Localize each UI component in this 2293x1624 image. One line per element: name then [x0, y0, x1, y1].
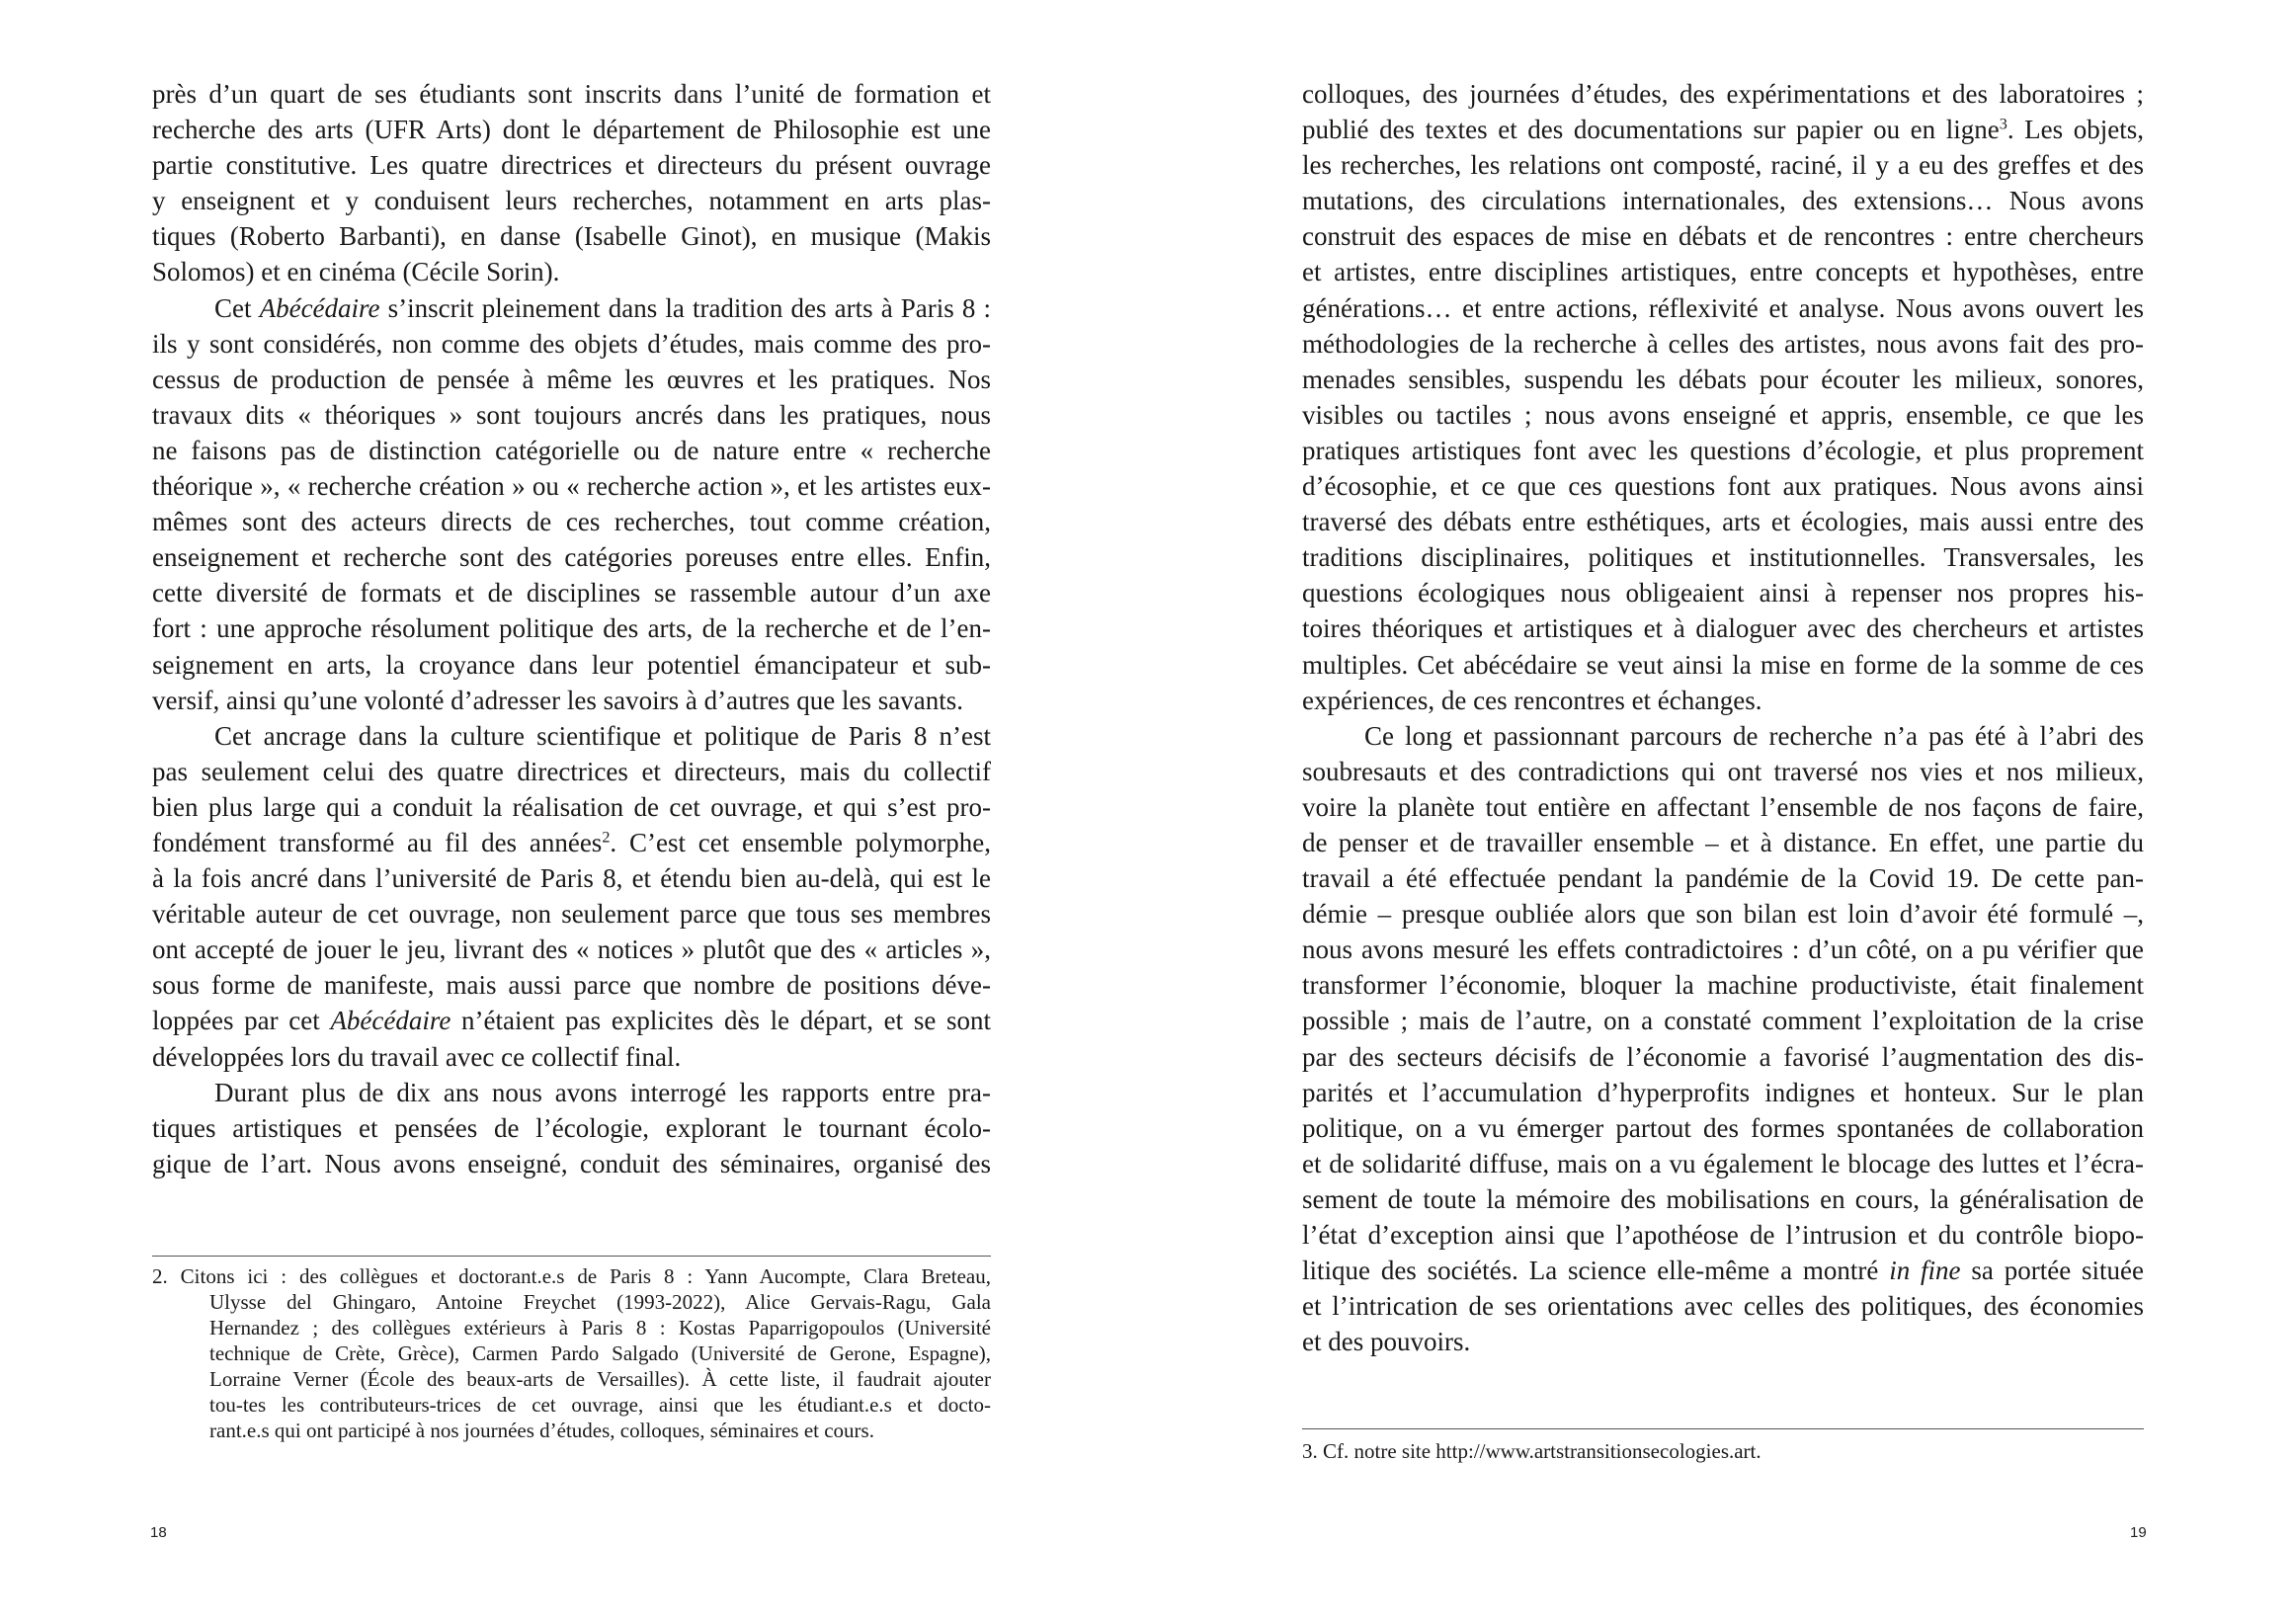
text-line: enseignement et recherche sont des catégories poreuses entre elles. Enfin, [152, 542, 991, 573]
right-page [1146, 0, 2293, 1624]
italic-title: Abécédaire [330, 1006, 451, 1036]
text-line: tiques artistiques et pensées de l’écologie, explorant le tournant écolo- [152, 1112, 991, 1143]
paragraph [1302, 718, 2144, 1360]
paragraph [152, 290, 991, 718]
text-line: y enseignent et y conduisent leurs recherches, notamment en arts plas- [152, 186, 991, 216]
text-line: démie – presque oubliée alors que son bilan est loin d’avoir été formulé –, [1302, 899, 2144, 930]
footnote-line: Lorraine Verner (École des beaux-arts de Versailles). À cette liste, il faudrait ajouter [209, 1367, 991, 1391]
text-line: mêmes sont des acteurs directs de ces recherches, tout comme création, [152, 507, 991, 537]
text-line: véritable auteur de cet ouvrage, non seulement parce que tous ses membres [152, 899, 991, 930]
text-line: Ce long et passionnant parcours de recherche n’a pas été à l’abri des [1364, 720, 2144, 751]
text-line: sement de toute la mémoire des mobilisations en cours, la généralisation de [1302, 1183, 2144, 1214]
text-line: expériences, de ces rencontres et échanges. [1302, 685, 1762, 715]
footnote-line: rant.e.s qui ont participé à nos journées d’études, colloques, séminaires et cours. [209, 1419, 874, 1442]
text-line: colloques, des journées d’études, des expérimentations et des laboratoires ; [1302, 79, 2144, 109]
text-line: construit des espaces de mise en débats et de rencontres : entre chercheurs [1302, 221, 2144, 252]
text-line: fort : une approche résolument politique des arts, de la recherche et de l’en- [152, 613, 991, 644]
text-line: méthodologies de la recherche à celles des artistes, nous avons fait des pro- [1302, 328, 2144, 359]
text-line: politique, on a vu émerger partout des formes spontanées de collaboration [1302, 1112, 2144, 1143]
text-line: ne faisons pas de distinction catégorielle ou de nature entre « recherche [152, 435, 991, 465]
text-line: traversé des débats entre esthétiques, arts et écologies, mais aussi entre des [1302, 507, 2144, 537]
text-line: publié des textes et des documentations sur papier ou en ligne$^3$. Les objets, [1302, 115, 2145, 145]
footnote-line: 2. Citons ici : des collègues et doctorant.e.s de Paris 8 : Yann Aucompte, Clara Breteau, [152, 1264, 991, 1288]
footnote-separator [152, 1256, 991, 1257]
right-footnotes [1302, 1438, 2144, 1464]
footnote-line[interactable]: 3. Cf. notre site http://www.artstransitionsecologies.art. [1302, 1439, 1761, 1463]
footnote [1302, 1438, 2144, 1464]
footnote-line: Hernandez ; des collègues extérieurs à Paris 8 : Kostas Paparrigopoulos (Université [209, 1316, 991, 1340]
text-line: recherche des arts (UFR Arts) dont le département de Philosophie est une [152, 115, 991, 145]
italic-title: Abécédaire [259, 292, 380, 323]
text-line: bien plus large qui a conduit la réalisation de cet ouvrage, et qui s’est pro- [152, 791, 991, 822]
footnote-line: tou-tes les contributeurs-trices de cet ouvrage, ainsi que les étudiant.e.s et docto- [209, 1393, 991, 1417]
text-line: seignement en arts, la croyance dans leur potentiel émancipateur et sub- [152, 649, 991, 680]
text-line: tiques (Roberto Barbanti), en danse (Isabelle Ginot), en musique (Makis [152, 221, 991, 252]
text-line: parités et l’accumulation d’hyperprofits indignes et honteux. Sur le plan [1302, 1077, 2144, 1107]
right-body-text [1302, 76, 2144, 1359]
text-line: nous avons mesuré les effets contradictoires : d’un côté, on a pu vérifier que [1302, 934, 2144, 965]
text-line: mutations, des circulations internationales, des extensions… Nous avons [1302, 186, 2144, 216]
text-line: soubresauts et des contradictions qui ont traversé nos vies et nos milieux, [1302, 756, 2144, 786]
text-line: Durant plus de dix ans nous avons interrogé les rapports entre pra- [214, 1077, 991, 1107]
text-line: sous forme de manifeste, mais aussi parce que nombre de positions déve- [152, 970, 991, 1001]
left-footnotes [152, 1263, 991, 1443]
paragraph [1302, 76, 2144, 718]
text-line: et artistes, entre disciplines artistiques, entre concepts et hypothèses, entre [1302, 257, 2144, 287]
footnote-line: Ulysse del Ghingaro, Antoine Freychet (1993-2022), Alice Gervais-Ragu, Gala [209, 1290, 991, 1314]
text-line: travaux dits « théoriques » sont toujours ancrés dans les pratiques, nous [152, 399, 991, 430]
text-line: générations… et entre actions, réflexivité et analyse. Nous avons ouvert les [1302, 292, 2144, 323]
text-line: développées lors du travail avec ce collectif final. [152, 1041, 682, 1072]
paragraph [152, 718, 991, 1075]
text-line: travail a été effectuée pendant la pandémie de la Covid 19. De cette pan- [1302, 863, 2144, 894]
text-line: loppées par cet Abécédaire n’étaient pas explicites dès le départ, et se sont [152, 1006, 991, 1036]
text-line: près d’un quart de ses étudiants sont inscrits dans l’unité de formation et [152, 79, 991, 109]
text-line: l’état d’exception ainsi que l’apothéose de l’intrusion et du contrôle biopo- [1302, 1220, 2144, 1250]
text-line: multiples. Cet abécédaire se veut ainsi la mise en forme de la somme de ces [1302, 649, 2144, 680]
text-line: théorique », « recherche création » ou « recherche action », et les artistes eux- [152, 471, 991, 502]
text-line: de penser et de travailler ensemble – et à distance. En effet, une partie du [1302, 827, 2144, 857]
text-line: possible ; mais de l’autre, on a constaté comment l’exploitation de la crise [1302, 1006, 2144, 1036]
text-line: d’écosophie, et ce que ces questions font aux pratiques. Nous avons ainsi [1302, 471, 2144, 502]
page-number: 18 [150, 1524, 167, 1541]
text-line: et l’intrication de ses orientations avec celles des politiques, des économies [1302, 1291, 2144, 1322]
text-line: litique des sociétés. La science elle-même a montré in fine sa portée située [1302, 1256, 2144, 1286]
text-line: toires théoriques et artistiques et à dialoguer avec des chercheurs et artistes [1302, 613, 2144, 644]
text-line: traditions disciplinaires, politiques et institutionnelles. Transversales, les [1302, 542, 2144, 573]
text-line: partie constitutive. Les quatre directrices et directeurs du présent ouvrage [152, 150, 991, 181]
page-number: 19 [2130, 1524, 2147, 1541]
text-line: à la fois ancré dans l’université de Paris 8, et étendu bien au-delà, qui est le [152, 863, 991, 894]
text-line: visibles ou tactiles ; nous avons enseigné et appris, ensemble, ce que les [1302, 399, 2144, 430]
italic-title: in fine [1889, 1256, 1961, 1286]
footnote-reference[interactable]: 3 [1999, 115, 2007, 133]
paragraph [152, 1075, 991, 1181]
text-line: ils y sont considérés, non comme des objets d’études, mais comme des pro- [152, 328, 991, 359]
text-line: Solomos) et en cinéma (Cécile Sorin). [152, 257, 560, 287]
footnote-line: technique de Crète, Grèce), Carmen Pardo Salgado (Université de Gerone, Espagne), [209, 1341, 991, 1365]
text-line: pratiques artistiques font avec les questions d’écologie, et plus proprement [1302, 435, 2144, 465]
text-line: questions écologiques nous obligeaient ainsi à repenser nos propres his- [1302, 578, 2144, 609]
text-line: par des secteurs décisifs de l’économie a favorisé l’augmentation des dis- [1302, 1041, 2144, 1072]
text-line: Cet Abécédaire s’inscrit pleinement dans la tradition des arts à Paris 8 : [214, 292, 991, 323]
text-line: voire la planète tout entière en affectant l’ensemble de nos façons de faire, [1302, 791, 2144, 822]
text-line: versif, ainsi qu’une volonté d’adresser les savoirs à d’autres que les savants. [152, 685, 964, 715]
text-line: ont accepté de jouer le jeu, livrant des « notices » plutôt que des « articles », [152, 934, 991, 965]
text-line: menades sensibles, suspendu les débats pour écouter les milieux, sonores, [1302, 364, 2144, 394]
text-line: gique de l’art. Nous avons enseigné, conduit des séminaires, organisé des [152, 1148, 991, 1178]
text-line: et de solidarité diffuse, mais on a vu également le blocage des luttes et l’écra- [1302, 1148, 2144, 1178]
text-line: transformer l’économie, bloquer la machine productiviste, était finalement [1302, 970, 2144, 1001]
footnote-reference[interactable]: 2 [602, 828, 611, 847]
text-line: et des pouvoirs. [1302, 1327, 1471, 1357]
footnote-separator [1302, 1428, 2144, 1429]
text-line: fondément transformé au fil des années$^2$. C’est cet ensemble polymorphe, [152, 827, 992, 857]
text-line: cette diversité de formats et de disciplines se rassemble autour d’un axe [152, 578, 991, 609]
text-line: Cet ancrage dans la culture scientifique et politique de Paris 8 n’est [214, 720, 991, 751]
text-line: cessus de production de pensée à même les œuvres et les pratiques. Nos [152, 364, 991, 394]
left-page [0, 0, 1146, 1624]
left-body-text [152, 76, 991, 1181]
text-line: les recherches, les relations ont composté, raciné, il y a eu des greffes et des [1302, 150, 2144, 181]
footnote [152, 1263, 991, 1443]
text-line: pas seulement celui des quatre directrices et directeurs, mais du collectif [152, 756, 991, 786]
paragraph [152, 76, 991, 290]
